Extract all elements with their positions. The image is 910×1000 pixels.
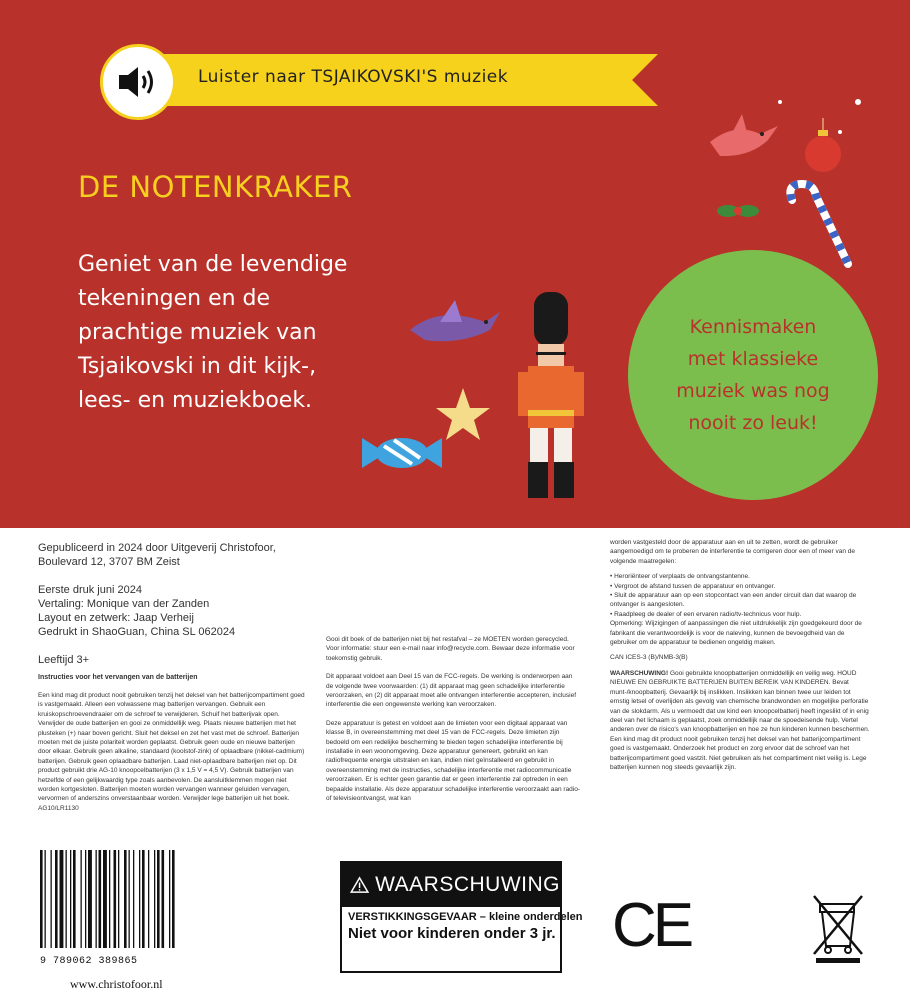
warning-title: WAARSCHUWING <box>375 873 560 896</box>
warning-line-1: VERSTIKKINGSGEVAAR – kleine onderdelen <box>348 911 583 923</box>
list-item: • Heroriënteer of verplaats de ontvangstantenne. <box>610 572 870 581</box>
modification-note: Opmerking: Wijzigingen of aanpassingen die niet uitdrukkelijk zijn goedgekeurd door de fabrikant die verantwoordelijk is voor de naleving, kunnen de bevoegdheid van de gebruiker om de apparatuur te bedienen ongeldig maken. <box>610 620 862 647</box>
snow-dots <box>690 96 870 176</box>
battery-instructions-title: Instructies voor het vervangen van de batterijen <box>38 674 198 681</box>
ce-mark: CE <box>612 891 691 960</box>
publisher-address: Boulevard 12, 3707 BM Zeist <box>38 556 180 568</box>
tagline-line: muziek was nog <box>676 380 830 402</box>
printing-info: Gedrukt in ShaoGuan, China SL 062024 <box>38 626 236 638</box>
ices-code: CAN ICES-3 (B)/NMB-3(B) <box>610 654 688 662</box>
measures-list <box>610 572 870 619</box>
fcc-continued: worden vastgesteld door de apparatuur aan en uit te zetten, wordt de gebruiker aangemoedigd om te proberen de interferentie te corrigeren door een of meer van de volgende maatregelen: <box>610 539 855 565</box>
translation-credit: Vertaling: Monique van der Zanden <box>38 598 210 610</box>
back-cover-info <box>0 528 910 1000</box>
lead-line: tekeningen en de <box>78 286 271 311</box>
warning-line-2: Niet voor kinderen onder 3 jr. <box>348 925 556 942</box>
battery-instructions: Een kind mag dit product nooit gebruiken tenzij het deksel van het batterijcompartiment goed is vastgemaakt. Alleen een volwassene mag batterijen vervangen. Gebruik een kruiskopschroevendraaier om de schroef te verwijderen. Schuif het batterijvak open. Verwijder de oude batterijen en gooi ze onmiddellijk weg. Plaats nieuwe batterijen met het plusteken (+) naar boven gericht. Sluit het deksel en zet het vast met de schroef. Batterijen moeten met de juiste polariteit worden geplaatst. Gebruik geen oude en nieuwe batterijen door elkaar. Gebruik geen alkaline, standaard (koolstof-zink) of oplaadbare (nikkel-cadmium) batterijen. Gebruik geen oplaadbare batterijen. Laad niet-oplaadbare batterijen niet op. Dit product gebruikt drie AG-10 knoopcelbatterijen (3 x 1,5 V = 4,5 V). Gebruik batterijen van hetzelfde of een gelijkwaardig type zoals aanbevolen. De aansluitklemmen mogen niet worden kortgesloten. Batterijen moeten worden vervangen wanneer geluiden vervagen, vervormen of anderszins onverstaanbaar worden. Verwijder lege batterijen uit het boek. AG10/LR1130 <box>38 692 305 812</box>
fcc-class-b-text: Deze apparatuur is getest en voldoet aan de limieten voor een digitaal apparaat van klasse B, in overeenstemming met deel 15 van de FCC-regels. Deze limieten zijn bedoeld om een redelijke bescherming te bieden tegen schadelijke interferentie bij installatie in een woonomgeving. Deze apparatuur genereert, gebruikt en kan radiofrequente energie uitstralen en kan, indien niet geïnstalleerd en gebruikt in overeenstemming met de instructies, schadelijke interferentie met radiocommunicatie veroorzaken. Er is echter geen garantie dat er geen interferentie zal optreden in een bepaalde installatie. Als deze apparatuur schadelijke interferentie veroorzaakt aan radio- of televisieontvangst, wat kan <box>326 719 581 803</box>
lead-line: Tsjaikovski in dit kijk-, <box>78 354 317 379</box>
banner-text: Luister naar TSJAIKOVSKI'S muziek <box>198 67 509 87</box>
lead-line: Geniet van de levendige <box>78 252 348 277</box>
layout-credit: Layout en zetwerk: Jaap Verheij <box>38 612 194 624</box>
tagline-line: Kennismaken <box>689 316 817 338</box>
barcode-icon <box>36 848 232 952</box>
isbn-number: 9 789062 389865 <box>40 956 138 967</box>
barcode <box>36 848 232 966</box>
nutcracker-icon <box>516 292 586 502</box>
tagline-text <box>676 311 829 439</box>
recycling-text: Gooi dit boek of de batterijen niet bij het restafval – ze MOETEN worden gerecycled. Voor informatie: stuur een e-mail naar info@recycle.com. Bewaar deze informatie voor toekomstig gebruik. <box>326 636 575 662</box>
warning-text: Gooi gebruikte knoopbatterijen onmiddellijk en veilig weg. HOUD NIEUWE EN GEBRUIKTE BATTERIJEN BUITEN BEREIK VAN KINDEREN. Bevat munt-/knoopbatterij. Gevaarlijk bij inslikken. Inslikken kan binnen twee uur leiden tot ernstig letsel of overlijden als gevolg van chemische brandwonden en mogelijke perforatie van de slokdarm. Als u vermoedt dat uw kind een knoopcelbatterij heeft ingeslikt of in enig deel van het lichaam is geplaatst, zoek onmiddellijk naar de spoedeisende hulp. Vertel anderen over de risico's van knoopbatterijen en hoe ze hun kinderen kunnen beschermen. Een kind mag dit product nooit gebruiken tenzij het deksel van het batterijcompartiment goed is vastgemaakt. Onderzoek het product en zorg ervoor dat de schroef van het batterijcompartiment goed vastzit. Niet gebruiken als het compartiment niet veilig is. Lege batterijen kunnen nog steeds gevaarlijk zijn. <box>610 669 870 771</box>
warning-label: WAARSCHUWING! <box>610 669 669 677</box>
lead-text <box>78 248 378 418</box>
lead-line: prachtige muziek van <box>78 320 317 345</box>
crossed-bin-icon <box>810 892 866 964</box>
website-link[interactable]: www.christofoor.nl <box>70 977 163 991</box>
recycling-fcc-column <box>326 635 581 813</box>
speaker-icon <box>116 64 160 100</box>
publisher-column <box>38 541 308 813</box>
first-print: Eerste druk juni 2024 <box>38 584 142 596</box>
star-icon <box>434 386 492 444</box>
list-item: • Raadpleeg de dealer of een ervaren radio/tv-technicus voor hulp. <box>610 610 870 619</box>
list-item: • Sluit de apparatuur aan op een stopcontact van een ander circuit dan dat waarop de ontvanger is aangesloten. <box>610 591 870 610</box>
blue-bird-icon <box>400 300 515 350</box>
choking-warning-box <box>340 861 583 973</box>
lead-line: lees- en muziekboek. <box>78 388 313 413</box>
tagline-circle <box>628 250 878 500</box>
publisher-info <box>38 541 308 667</box>
list-item: • Vergroot de afstand tussen de apparatuur en ontvanger. <box>610 582 870 591</box>
speaker-button[interactable] <box>100 44 176 120</box>
book-title: DE NOTENKRAKER <box>78 170 353 204</box>
audio-banner <box>100 52 660 112</box>
safety-column <box>610 538 870 772</box>
tagline-line: met klassieke <box>687 348 819 370</box>
holly-icon <box>716 196 760 226</box>
battery-warning <box>610 669 870 772</box>
tagline-line: nooit zo leuk! <box>688 412 818 434</box>
warning-triangle-icon <box>350 871 369 899</box>
fcc-text: Dit apparaat voldoet aan Deel 15 van de FCC-regels. De werking is onderworpen aan de volgende twee voorwaarden: (1) dit apparaat mag geen schadelijke interferentie veroorzaken, en (2) dit apparaat moet alle ontvangen interferentie accepteren, inclusief interferentie die een ongewenste werking kan veroorzaken. <box>326 673 577 709</box>
candy-icon <box>362 428 442 478</box>
age-rating: Leeftijd 3+ <box>38 654 90 666</box>
publisher-line: Gepubliceerd in 2024 door Uitgeverij Christofoor, <box>38 542 276 554</box>
warning-header <box>342 863 560 907</box>
